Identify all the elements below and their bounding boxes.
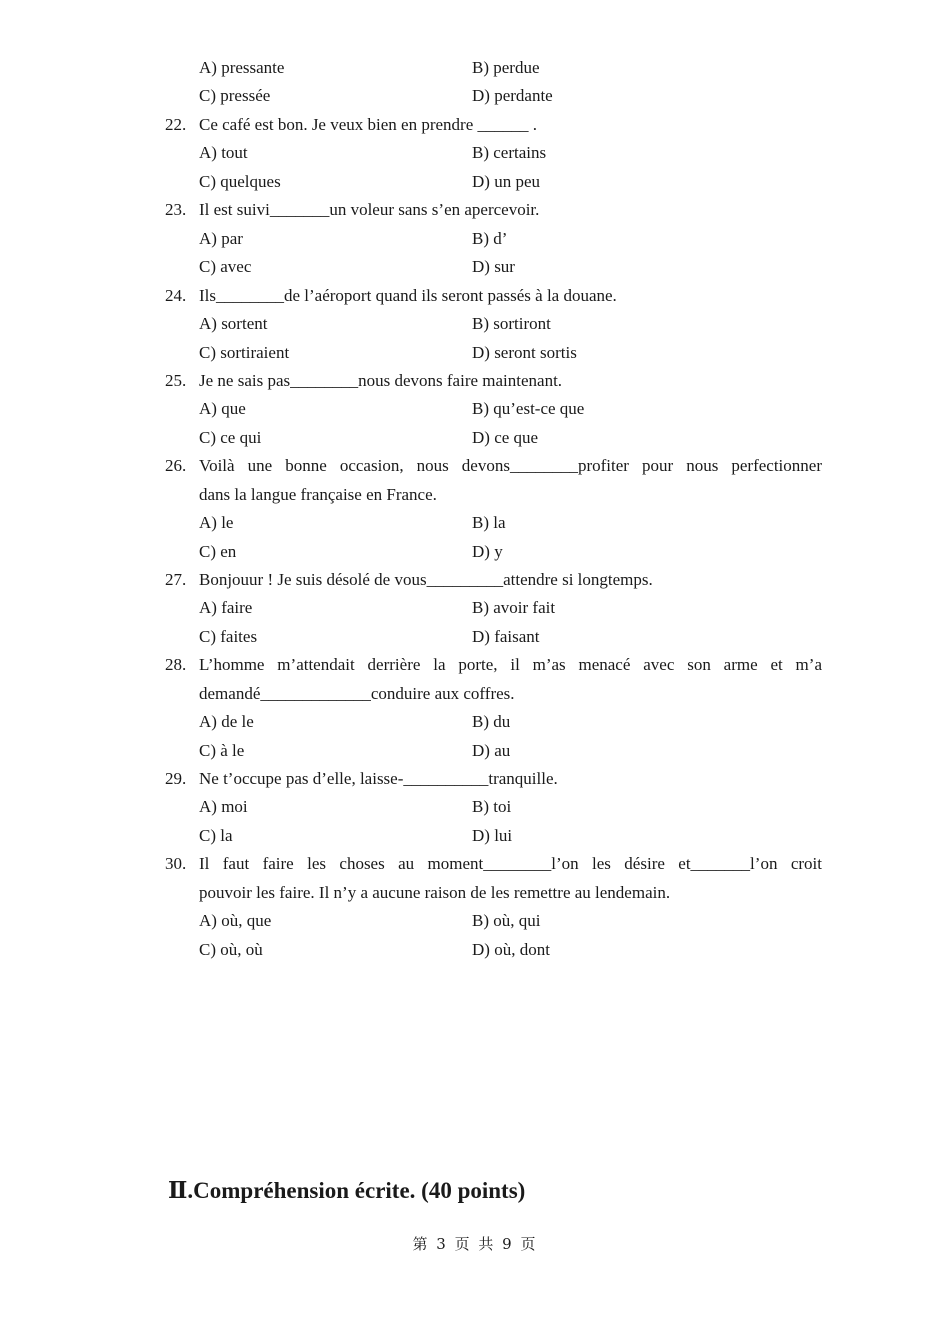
option-c: C) ce qui	[199, 428, 262, 447]
option-d: D) un peu	[472, 172, 540, 191]
option-d: D) au	[472, 741, 511, 760]
option-d: D) perdante	[472, 86, 553, 105]
question-stem: Ne t’occupe pas d’elle, laisse-__________tranquille.	[199, 769, 558, 788]
option-b: B) sortiront	[472, 314, 551, 333]
option-d: D) faisant	[472, 627, 540, 646]
option-c: C) pressée	[199, 86, 271, 105]
option-b: B) du	[472, 712, 511, 731]
option-b: B) avoir fait	[472, 598, 556, 617]
option-d: D) seront sortis	[472, 343, 577, 362]
option-a: A) le	[199, 513, 234, 532]
question-stem-continued: pouvoir les faire. Il n’y a aucune raison de les remettre au lendemain.	[199, 883, 671, 902]
option-d: D) ce que	[472, 428, 539, 447]
option-b: B) qu’est-ce que	[472, 399, 585, 418]
option-c: C) où, où	[199, 940, 263, 959]
question-stem: L’homme m’attendait derrière la porte, il m’as menacé avec son arme et m’a	[199, 655, 822, 674]
question-number: 25.	[165, 371, 187, 390]
option-d: D) où, dont	[472, 940, 550, 959]
question-stem-continued: dans la langue française en France.	[199, 485, 437, 504]
option-c: C) avec	[199, 257, 252, 276]
option-a: A) où, que	[199, 911, 272, 930]
question-number: 26.	[165, 456, 187, 475]
option-a: A) que	[199, 399, 246, 418]
question-number: 22.	[165, 115, 187, 134]
option-d: D) sur	[472, 257, 515, 276]
option-a: A) par	[199, 229, 243, 248]
option-b: B) la	[472, 513, 506, 532]
option-b: B) d’	[472, 229, 508, 248]
question-number: 24.	[165, 286, 187, 305]
option-d: D) lui	[472, 826, 513, 845]
option-c: C) la	[199, 826, 233, 845]
question-stem: Il faut faire les choses au moment________l’on les désire et_______l’on croit	[199, 854, 822, 873]
question-stem: Ils________de l’aéroport quand ils seront passés à la douane.	[199, 286, 617, 305]
question-stem-continued: demandé_____________conduire aux coffres.	[199, 684, 515, 703]
option-c: C) en	[199, 542, 237, 561]
question-number: 30.	[165, 854, 187, 873]
question-stem: Bonjouur ! Je suis désolé de vous_________attendre si longtemps.	[199, 570, 653, 589]
option-c: C) à le	[199, 741, 245, 760]
option-d: D) y	[472, 542, 503, 561]
option-c: C) sortiraient	[199, 343, 290, 362]
option-b: B) certains	[472, 143, 547, 162]
option-b: B) où, qui	[472, 911, 541, 930]
option-a: A) pressante	[199, 58, 285, 77]
option-a: A) faire	[199, 598, 253, 617]
question-number: 29.	[165, 769, 187, 788]
option-a: A) moi	[199, 797, 248, 816]
question-stem: Ce café est bon. Je veux bien en prendre ______ .	[199, 115, 537, 134]
question-stem: Voilà une bonne occasion, nous devons________profiter pour nous perfectionner	[199, 456, 822, 475]
option-b: B) toi	[472, 797, 512, 816]
option-c: C) quelques	[199, 172, 281, 191]
question-number: 23.	[165, 200, 187, 219]
question-stem: Il est suivi_______un voleur sans s’en apercevoir.	[199, 200, 540, 219]
option-a: A) sortent	[199, 314, 268, 333]
option-a: A) tout	[199, 143, 248, 162]
option-c: C) faites	[199, 627, 258, 646]
option-b: B) perdue	[472, 58, 540, 77]
section-title: Ⅱ.Compréhension écrite. (40 points)	[168, 1178, 526, 1203]
question-stem: Je ne sais pas________nous devons faire maintenant.	[199, 371, 563, 390]
page-number-footer: 第 3 页 共 9 页	[412, 1235, 538, 1253]
question-number: 27.	[165, 570, 187, 589]
question-number: 28.	[165, 655, 187, 674]
option-a: A) de le	[199, 712, 254, 731]
